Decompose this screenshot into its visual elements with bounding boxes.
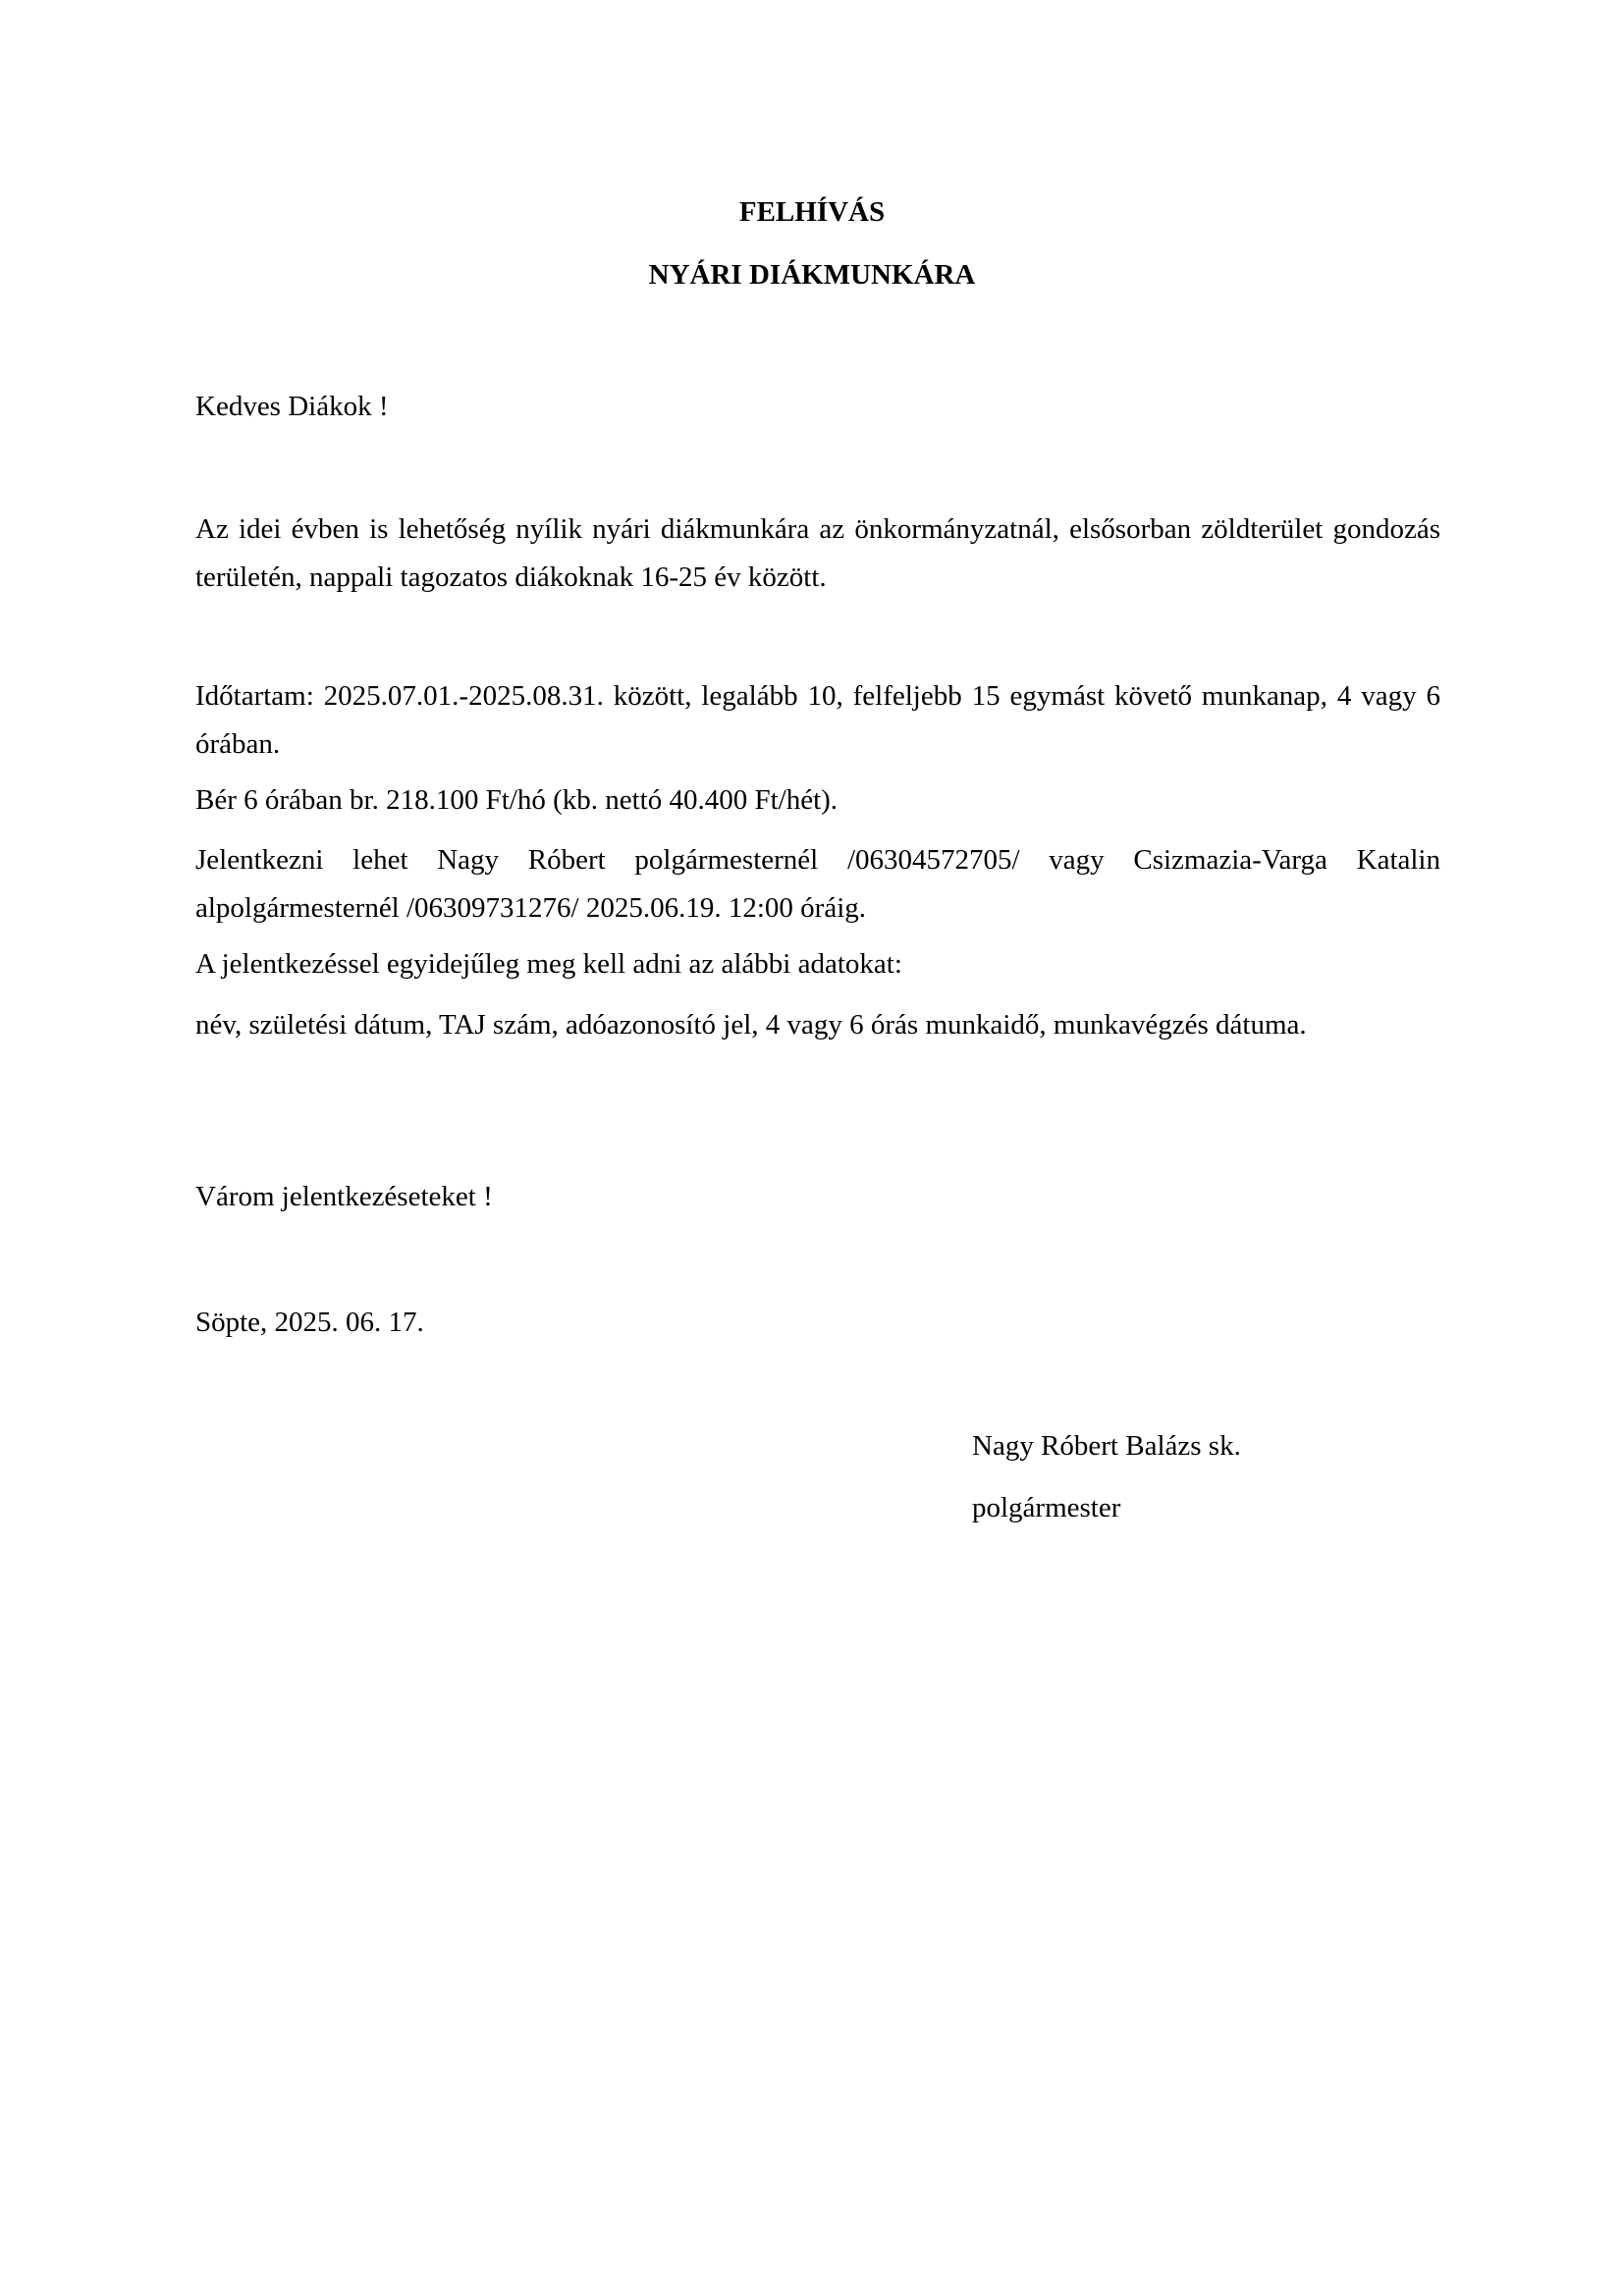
closing-line: Várom jelentkezéseteket ! [195, 1181, 493, 1212]
paragraph-apply: Jelentkezni lehet Nagy Róbert polgármesternél /06304572705/ vagy Csizmazia-Varga Katalin alpolgármesternél /06309731276/ 2025.06.19. 12:00 óráig. [195, 844, 1440, 924]
signature-name: Nagy Róbert Balázs sk. [972, 1430, 1241, 1462]
document-title: FELHÍVÁS [738, 196, 886, 228]
paragraph-intro: Az idei évben is lehetőség nyílik nyári diákmunkára az önkormányzatnál, elsősorban zöldterület gondozás területén, nappali tagozatos diákoknak 16-25 év között. [195, 513, 1440, 593]
paragraph-wage: Bér 6 órában br. 218.100 Ft/hó (kb. nettó 40.400 Ft/hét). [195, 784, 839, 816]
paragraph-data-list: név, születési dátum, TAJ szám, adóazonosító jel, 4 vagy 6 órás munkaidő, munkavégzés dátuma. [195, 1009, 1307, 1041]
document-subtitle: NYÁRI DIÁKMUNKÁRA [648, 259, 976, 291]
greeting: Kedves Diákok ! [195, 391, 389, 422]
paragraph-period: Időtartam: 2025.07.01.-2025.08.31. között, legalább 10, felfeljebb 15 egymást követő munkanap, 4 vagy 6 órában. [195, 680, 1440, 760]
place-and-date: Söpte, 2025. 06. 17. [195, 1307, 424, 1338]
signature-role: polgármester [972, 1492, 1121, 1523]
paragraph-data-request: A jelentkezéssel egyidejűleg meg kell adni az alábbi adatokat: [195, 948, 902, 980]
